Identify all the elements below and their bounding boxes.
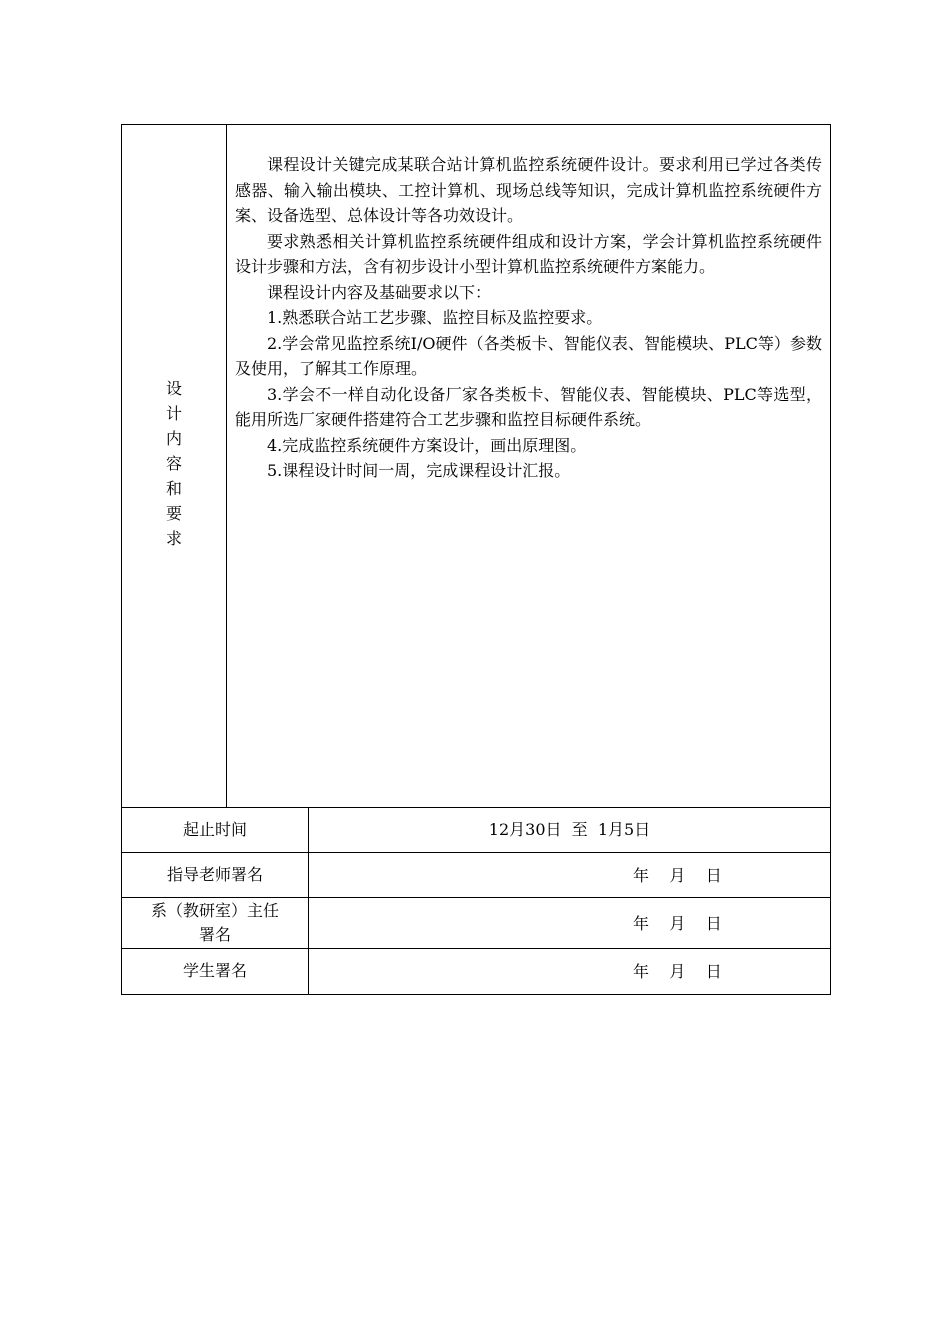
row-divider — [121, 948, 831, 949]
label-char: 求 — [165, 529, 182, 548]
row-divider — [121, 897, 831, 898]
content-paragraph: 4.完成监控系统硬件方案设计，画出原理图。 — [267, 435, 587, 455]
content-paragraph: 3.学会不一样自动化设备厂家各类板卡、智能仪表、智能模块、PLC等选型，能用所选厂家硬件搭建符合工艺步骤和监控目标硬件系统。 — [235, 384, 822, 429]
row-divider — [121, 852, 831, 853]
period-label: 起止时间 — [182, 820, 247, 839]
dept-label-line: 署名 — [198, 925, 231, 944]
design-content — [235, 152, 822, 484]
label-char: 容 — [165, 454, 182, 473]
advisor-date: 年 月 日 — [633, 866, 722, 885]
advisor-signature-label: 指导老师署名 — [166, 865, 263, 884]
content-paragraph: 2.学会常见监控系统I/O硬件（各类板卡、智能仪表、智能模块、PLC等）参数及使用，了解其工作原理。 — [235, 333, 822, 378]
content-paragraph: 5.课程设计时间一周，完成课程设计汇报。 — [267, 461, 571, 480]
content-paragraph: 要求熟悉相关计算机监控系统硬件组成和设计方案，学会计算机监控系统硬件设计步骤和方法，含有初步设计小型计算机监控系统硬件方案能力。 — [235, 231, 822, 276]
label-char: 内 — [165, 429, 182, 448]
content-paragraph: 1.熟悉联合站工艺步骤、监控目标及监控要求。 — [267, 308, 603, 327]
content-paragraph: 课程设计关键完成某联合站计算机监控系统硬件设计。要求利用已学过各类传感器、输入输出模块、工控计算机、现场总线等知识，完成计算机监控系统硬件方案、设备选型、总体设计等各功效设计。 — [235, 155, 822, 225]
period-value: 12月30日 至 1月5日 — [488, 820, 651, 839]
label-char: 计 — [165, 404, 182, 423]
row-divider — [121, 807, 831, 808]
dept-label-line: 系（教研室）主任 — [150, 901, 279, 920]
label-char: 设 — [165, 379, 182, 398]
content-paragraph: 课程设计内容及基础要求以下： — [267, 282, 492, 302]
design-section-label — [122, 376, 226, 551]
label-char: 要 — [165, 504, 182, 523]
student-date: 年 月 日 — [633, 962, 722, 981]
dept-head-date: 年 月 日 — [633, 914, 722, 933]
dept-head-signature-label — [122, 899, 308, 947]
student-signature-label: 学生署名 — [182, 961, 247, 980]
label-char: 和 — [165, 479, 182, 498]
